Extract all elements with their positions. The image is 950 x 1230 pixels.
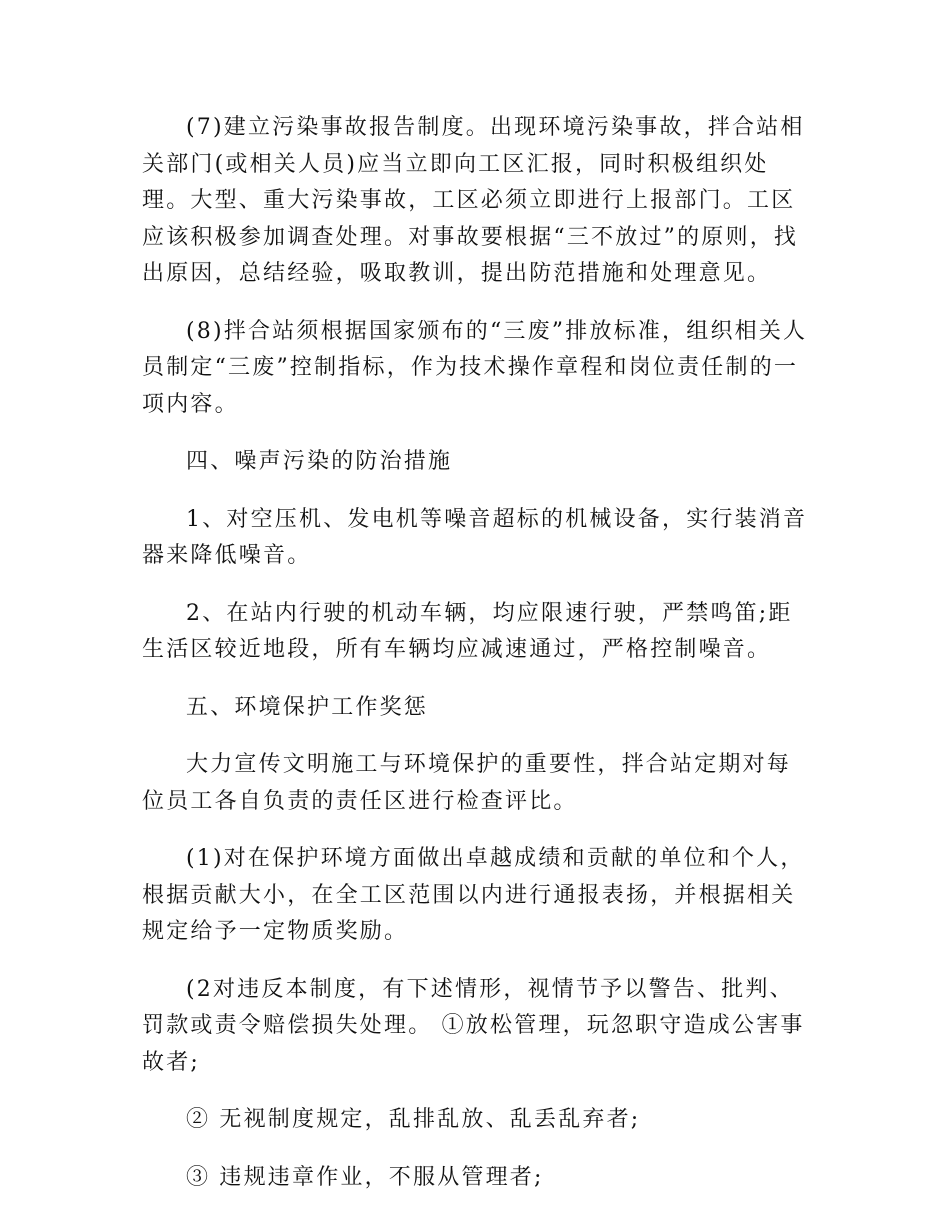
section-heading-noise-control: 四、噪声污染的防治措施: [186, 449, 453, 474]
paragraph-noise-item-1: 1、对空压机、发电机等噪音超标的机械设备，实行装消音器来降低噪音。: [142, 506, 808, 568]
paragraph-reward-item-1: (1)对在保护环境方面做出卓越成绩和贡献的单位和个人，根据贡献大小，在全工区范围以内进行通报表扬，并根据相关规定给予一定物质奖励。: [142, 846, 805, 944]
paragraph-noise-item-2: 2、在站内行驶的机动车辆，均应限速行驶，严禁鸣笛;距生活区较近地段，所有车辆均应减速通过，严格控制噪音。: [142, 600, 793, 662]
paragraph-penalty-sub-3: ③ 违规违章作业，不服从管理者;: [186, 1164, 544, 1190]
section-heading-rewards-penalties: 五、环境保护工作奖惩: [186, 694, 429, 720]
paragraph-rewards-intro: 大力宣传文明施工与环境保护的重要性，拌合站定期对每位员工各自负责的责任区进行检查评比。: [142, 752, 792, 814]
paragraph-item-7-pollution-report: (7)建立污染事故报告制度。出现环境污染事故，拌合站相关部门(或相关人员)应当立即向工区汇报，同时积极组织处理。大型、重大污染事故，工区必须立即进行上报部门。工区应该积极参加调查处理。对事故要根据“三不放过”的原则，找出原因，总结经验，吸取教训，提出防范措施和处理意见。: [142, 115, 805, 286]
document-body: [142, 110, 810, 1217]
paragraph-item-8-three-wastes: (8)拌合站须根据国家颁布的“三废”排放标准，组织相关人员制定“三废”控制指标，作为技术操作章程和岗位责任制的一项内容。: [142, 318, 808, 417]
paragraph-penalty-item-2: (2对违反本制度，有下述情形，视情节予以警告、批判、罚款或责令赔偿损失处理。 ①放松管理，玩忽职守造成公害事故者;: [142, 976, 805, 1075]
paragraph-penalty-sub-2: ② 无视制度规定，乱排乱放、乱丢乱弃者;: [186, 1107, 641, 1132]
